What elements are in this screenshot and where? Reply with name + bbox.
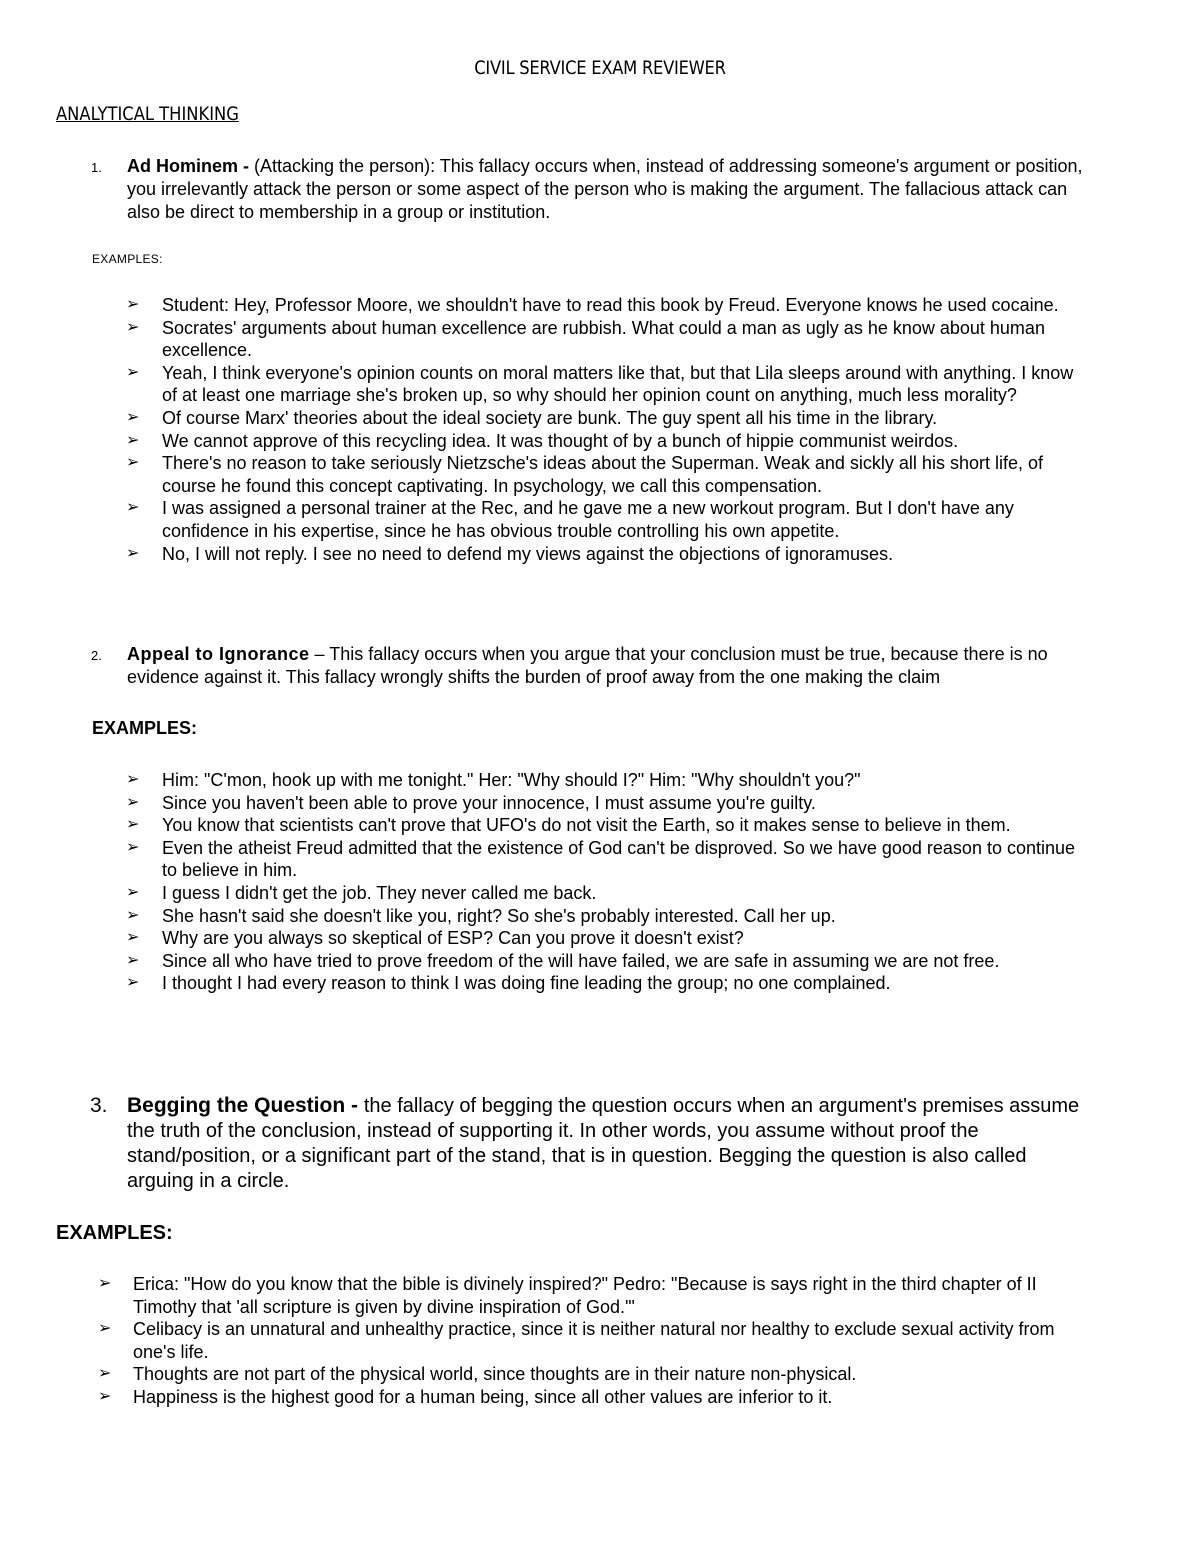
arrow-bullet-icon: ➢ (126, 951, 140, 969)
fallacy-definition-text: (Attacking the person): This fallacy occurs when, instead of addressing someone's argument or position, you irrelevantly attack the person or some aspect of the person who is making the argument. The fallacious attack can also be direct to membership in a group or institution. (127, 156, 1083, 222)
example-text: We cannot approve of this recycling idea. It was thought of by a bunch of hippie communist weirdos. (162, 430, 959, 451)
arrow-bullet-icon: ➢ (126, 499, 140, 517)
example-item (56, 1386, 1086, 1409)
example-text: She hasn't said she doesn't like you, right? So she's probably interested. Call her up. (162, 905, 836, 926)
example-text: Erica: "How do you know that the bible is divinely inspired?" Pedro: "Because is says right in the third chapter of II Timothy that 'all scripture is given by divine inspiration of God.'" (133, 1274, 1037, 1317)
example-item (56, 792, 1086, 815)
fallacy-definition (56, 155, 1086, 224)
example-text: Even the atheist Freud admitted that the existence of God can't be disproved. So we have good reason to continue to believe in him. (162, 837, 1076, 881)
example-item (56, 882, 1086, 905)
arrow-bullet-icon: ➢ (98, 1365, 112, 1383)
fallacy-ad-hominem (56, 155, 1086, 565)
example-text: I guess I didn't get the job. They never called me back. (162, 882, 597, 903)
examples-list (56, 1273, 1086, 1409)
example-item (56, 497, 1086, 542)
arrow-bullet-icon: ➢ (126, 454, 140, 472)
arrow-bullet-icon: ➢ (126, 408, 140, 426)
page-title: CIVIL SERVICE EXAM REVIEWER (474, 57, 726, 79)
example-item (56, 1318, 1086, 1363)
fallacy-definition (56, 643, 1086, 689)
example-text: Of course Marx' theories about the ideal society are bunk. The guy spent all his time in the library. (162, 407, 938, 428)
arrow-bullet-icon: ➢ (126, 771, 140, 788)
item-number: 2. (91, 648, 102, 663)
arrow-bullet-icon: ➢ (98, 1320, 112, 1338)
arrow-bullet-icon: ➢ (126, 929, 140, 947)
example-item (56, 543, 1086, 566)
example-item (56, 837, 1086, 882)
example-text: Student: Hey, Professor Moore, we shouldn't have to read this book by Freud. Everyone knows he used cocaine. (162, 295, 1059, 315)
example-item (56, 430, 1086, 453)
example-item (56, 1273, 1086, 1318)
arrow-bullet-icon: ➢ (126, 793, 140, 811)
example-item (56, 950, 1086, 973)
example-text: Happiness is the highest good for a human being, since all other values are inferior to it. (133, 1386, 833, 1407)
examples-list (56, 294, 1086, 565)
example-item (56, 814, 1086, 837)
example-text: There's no reason to take seriously Nietzsche's ideas about the Superman. Weak and sickly all his short life, of course he found this concept captivating. In psychology, we call this compensation. (162, 453, 1043, 496)
example-item (56, 905, 1086, 928)
example-item (56, 769, 1086, 792)
arrow-bullet-icon: ➢ (126, 296, 140, 313)
examples-label: EXAMPLES: (56, 1222, 173, 1244)
example-item (56, 972, 1086, 995)
arrow-bullet-icon: ➢ (126, 431, 140, 449)
arrow-bullet-icon: ➢ (126, 816, 140, 834)
arrow-bullet-icon: ➢ (126, 318, 140, 336)
example-text: Thoughts are not part of the physical world, since thoughts are in their nature non-physical. (133, 1364, 857, 1385)
example-text: Why are you always so skeptical of ESP? Can you prove it doesn't exist? (162, 928, 744, 949)
section-heading: ANALYTICAL THINKING (56, 103, 239, 125)
examples-label: EXAMPLES: (92, 718, 198, 738)
arrow-bullet-icon: ➢ (126, 974, 140, 992)
fallacy-definition (56, 1093, 1086, 1194)
example-text: Him: "C'mon, hook up with me tonight." Her: "Why should I?" Him: "Why shouldn't you?" (162, 770, 861, 790)
arrow-bullet-icon: ➢ (98, 1387, 112, 1405)
example-item (56, 1363, 1086, 1386)
fallacy-term: Begging the Question - (127, 1094, 364, 1117)
example-item (56, 452, 1086, 497)
example-text: Since all who have tried to prove freedom of the will have failed, we are safe in assuming we are not free. (162, 950, 1000, 971)
example-item (56, 927, 1086, 950)
fallacy-begging-the-question (56, 1093, 1086, 1409)
example-item (56, 362, 1086, 407)
arrow-bullet-icon: ➢ (126, 838, 140, 856)
example-text: I thought I had every reason to think I was doing fine leading the group; no one complained. (162, 973, 891, 994)
example-text: No, I will not reply. I see no need to defend my views against the objections of ignoramuses. (162, 543, 894, 564)
examples-list (56, 769, 1086, 995)
arrow-bullet-icon: ➢ (126, 883, 140, 901)
examples-label: EXAMPLES: (92, 252, 163, 266)
fallacy-term: Appeal to Ignorance (127, 644, 310, 664)
example-text: Yeah, I think everyone's opinion counts on moral matters like that, but that Lila sleeps around with anything. I know of at least one marriage she's broken up, so why should her opinion count on anything, much less morality? (162, 362, 1074, 406)
fallacy-definition-text: – This fallacy occurs when you argue that your conclusion must be true, because there is no evidence against it. This fallacy wrongly shifts the burden of proof away from the one making the claim (127, 644, 1048, 687)
example-text: Since you haven't been able to prove your innocence, I must assume you're guilty. (162, 792, 816, 813)
fallacy-definition-text: the fallacy of begging the question occurs when an argument's premises assume the truth of the conclusion, instead of supporting it. In other words, you assume without proof the stand/position, or a significant part of the stand, that is in question. Begging the question is also called arguing in a circle. (127, 1095, 1080, 1192)
example-text: I was assigned a personal trainer at the Rec, and he gave me a new workout program. But I don't have any confidence in his expertise, since he has obvious trouble controlling his own appetite. (162, 498, 1014, 541)
example-text: You know that scientists can't prove that UFO's do not visit the Earth, so it makes sense to believe in them. (162, 815, 1011, 836)
arrow-bullet-icon: ➢ (126, 363, 140, 381)
example-item (56, 317, 1086, 362)
item-number: 3. (90, 1094, 108, 1117)
arrow-bullet-icon: ➢ (126, 544, 140, 562)
example-text: Socrates' arguments about human excellence are rubbish. What could a man as ugly as he know about human excellence. (162, 317, 1045, 361)
arrow-bullet-icon: ➢ (98, 1275, 112, 1292)
example-item (56, 294, 1086, 317)
arrow-bullet-icon: ➢ (126, 906, 140, 924)
fallacy-appeal-to-ignorance (56, 643, 1086, 995)
item-number: 1. (91, 160, 102, 175)
fallacy-term: Ad Hominem - (127, 156, 255, 176)
example-text: Celibacy is an unnatural and unhealthy practice, since it is neither natural nor healthy to exclude sexual activity from one's life. (133, 1319, 1055, 1362)
example-item (56, 407, 1086, 430)
